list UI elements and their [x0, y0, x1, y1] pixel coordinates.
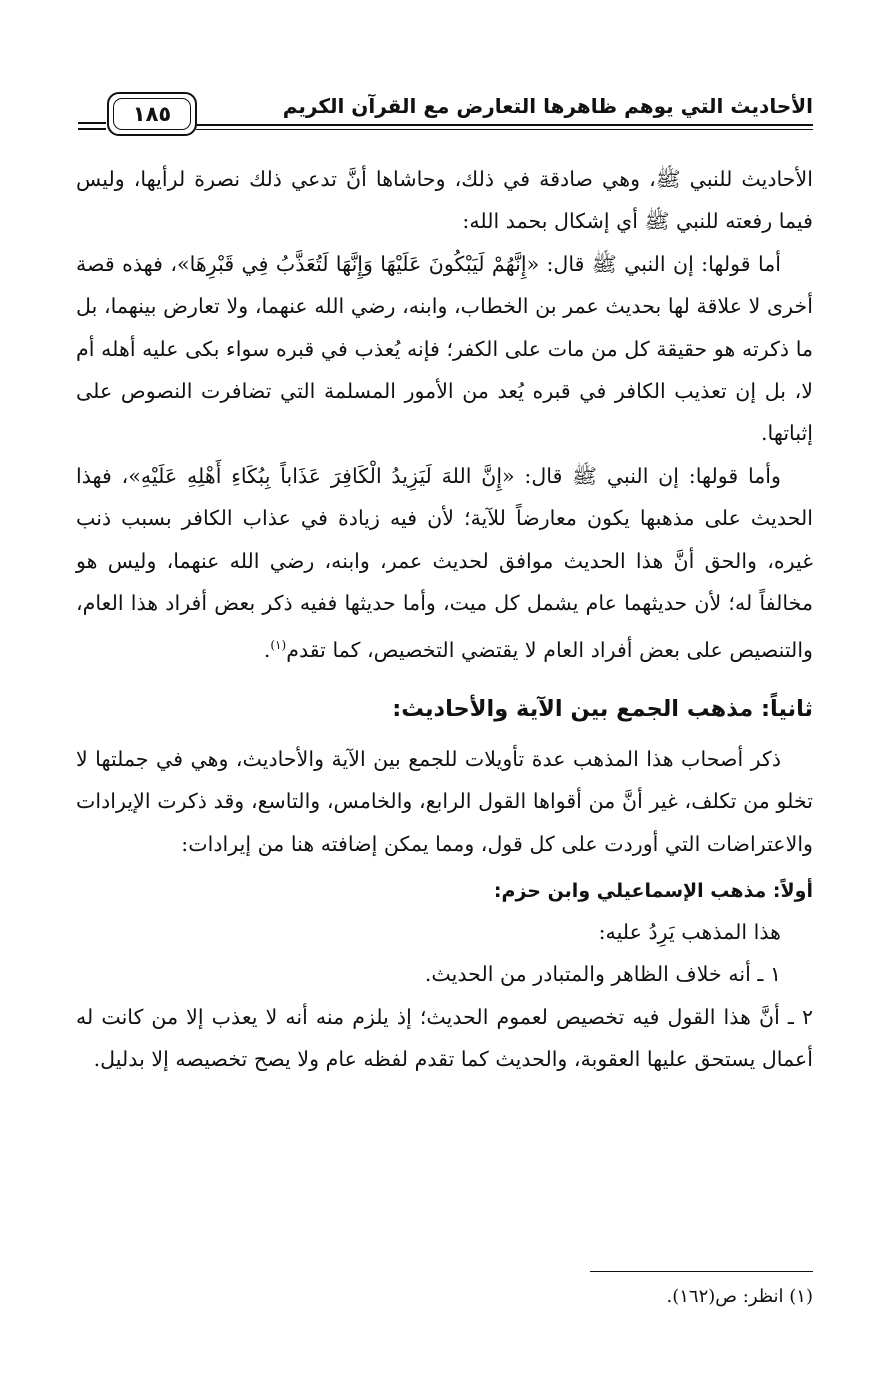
list-item-2: ٢ ـ أنَّ هذا القول فيه تخصيص لعموم الحديث؛ إذ يلزم منه أنه لا يعذب إلا من كانت له أعمال يستحق عليها العقوبة، والحديث كما تقدم لفظه عام ولا يصح تخصيصه إلا بدليل. — [76, 1004, 813, 1072]
hadith-quote-1: إِنَّهُمْ لَيَبْكُونَ عَلَيْهَا وَإِنَّهَا لَتُعَذَّبُ فِي قَبْرِهَا — [189, 251, 527, 276]
paragraph-2 — [76, 243, 813, 455]
subsection-heading: أولاً: مذهب الإسماعيلي وابن حزم: — [493, 879, 813, 902]
paragraph-1: الأحاديث للنبي ﷺ، وهي صادقة في ذلك، وحاشاها أنَّ تدعي ذلك نصرة لرأيها، وليس فيما رفعته للنبي ﷺ أي إشكال بحمد الله: — [76, 167, 813, 234]
footnote-marker: (١) — [270, 638, 287, 653]
footnote-separator — [590, 1271, 813, 1272]
section-heading: ثانياً: مذهب الجمع بين الآية والأحاديث: — [392, 695, 813, 722]
paragraph-2-intro: أما قولها: إن النبي ﷺ قال: « — [526, 251, 781, 276]
list-item-1: ١ ـ أنه خلاف الظاهر والمتبادر من الحديث. — [424, 962, 781, 987]
hadith-quote-2: إِنَّ اللهَ لَيَزِيدُ الْكَافِرَ عَذَاباً بِبُكَاءِ أَهْلِهِ عَلَيْهِ — [140, 463, 503, 488]
page-number-frame — [107, 92, 197, 136]
paragraph-2-rest: »، فهذه قصة أخرى لا علاقة لها بحديث عمر بن الخطاب، وابنه، رضي الله عنهما، ولا تعارض بينهما، بل ما ذكرته هو حقيقة كل من مات على الكفر؛ فإنه يُعذب في قبره سواء بكى عليه أهله أم لا، بل إن تعذيب الكافر في قبره يُعد من الأمور المسلمة التي تضافرت النصوص على إثباتها. — [76, 251, 813, 446]
paragraph-3-rest: »، فهذا الحديث على مذهبها يكون معارضاً للآية؛ لأن فيه زيادة في عذاب الكافر بسبب ذنب غيره، والحق أنَّ هذا الحديث موافق لحديث عمر، وابنه، رضي الله عنهما، وليس هو مخالفاً له؛ لأن حديثهما عام يشمل كل ميت، وأما حديثها ففيه ذكر بعض أفراد هذا العام، والتنصيص على بعض أفراد العام لا يقتضي التخصيص، كما تقدم — [76, 463, 813, 663]
header-left-rules — [78, 122, 106, 134]
running-header-title: الأحاديث التي يوهم ظاهرها التعارض مع القرآن الكريم — [282, 94, 813, 118]
header-rule-thin — [196, 129, 813, 130]
page-number: ١٨٥ — [113, 98, 191, 130]
footnote: (١) انظر: ص(١٦٢). — [666, 1286, 813, 1307]
paragraph-4: ذكر أصحاب هذا المذهب عدة تأويلات للجمع بين الآية والأحاديث، وهي في جملتها لا تخلو من تكلف، غير أنَّ من أقواها القول الرابع، والخامس، والتاسع، وقد ذكرت الإيرادات والاعتراضات التي أوردت على كل قول، ومما يمكن إضافته هنا من إيرادات: — [76, 746, 813, 856]
paragraph-3-intro: وأما قولها: إن النبي ﷺ قال: « — [502, 463, 781, 488]
paragraph-3-end: . — [263, 638, 271, 663]
paragraph-5: هذا المذهب يَرِدُ عليه: — [598, 919, 781, 944]
header-rule — [196, 124, 813, 126]
page-body — [76, 158, 813, 1081]
paragraph-3 — [76, 455, 813, 672]
